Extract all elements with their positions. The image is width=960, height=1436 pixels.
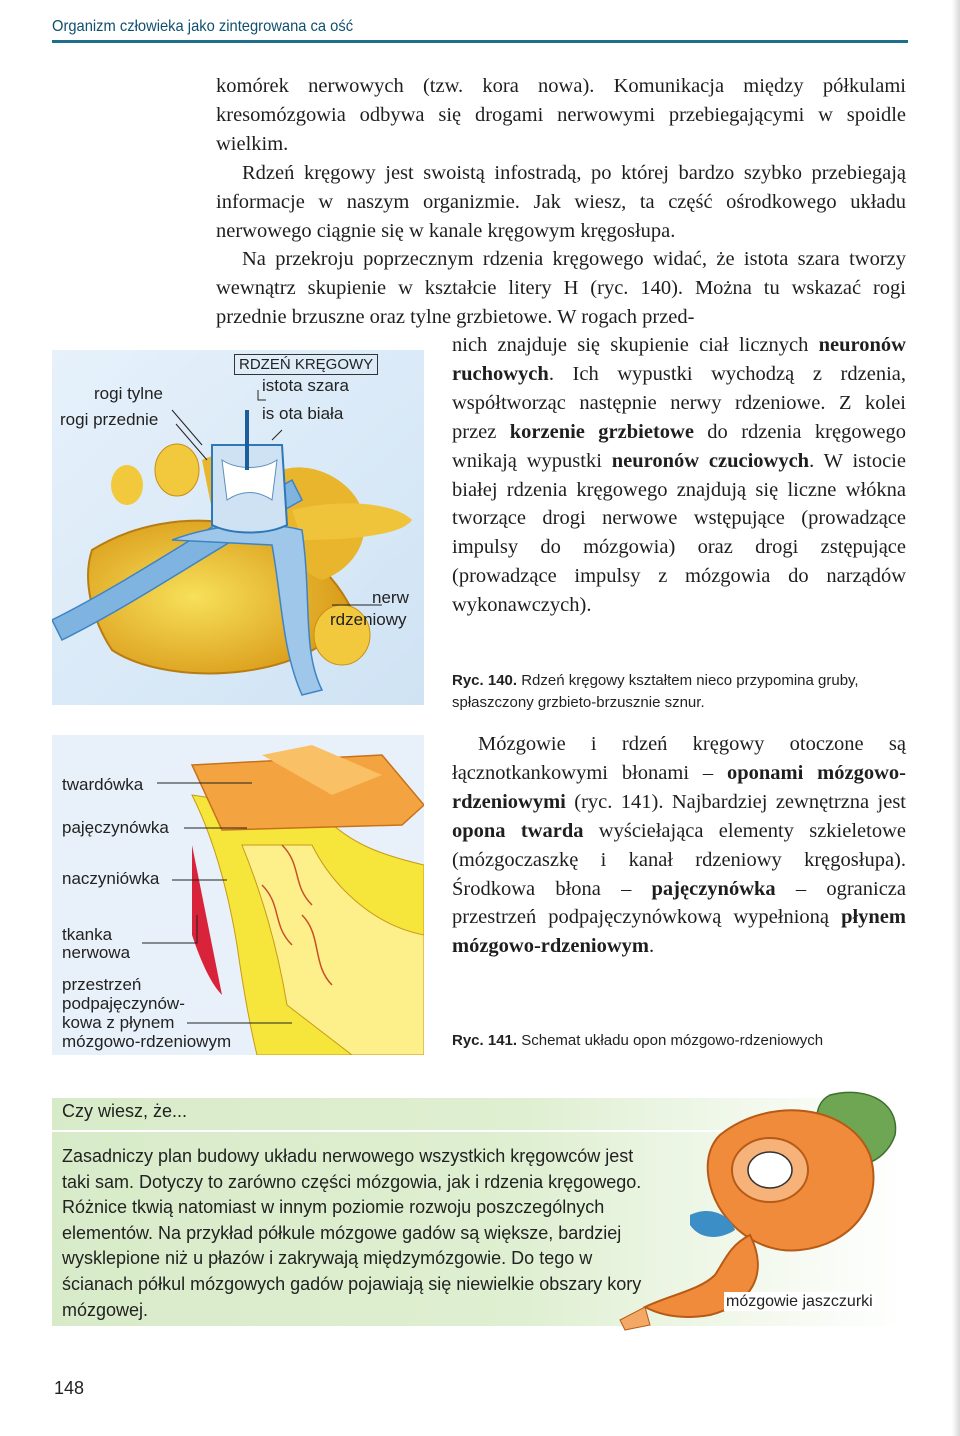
fig140-grey-matter-label: istota szara [262,376,349,395]
page-number: 148 [54,1378,85,1398]
fig140-caption: Ryc. 140. Rdzeń kręgowy kształtem nieco przypomina gruby, spłaszczony grzbieto-brzusznie sznur. [452,672,859,711]
fig141-dura-label: twardówka [62,775,144,794]
header-rule [52,40,908,43]
term-dura-mater: opona twarda [452,819,584,842]
term-sensory-neurons: neuronów czuciowych [611,449,810,472]
paragraph-1: komórek nerwowych (tzw. kora nowa). Komunikacja między półkulami kresomózgowia odbywa się drogami nerwowymi przebiegającymi w spoidle wielkim. [216,75,906,155]
lizard-brain-label: mózgowie jaszczurki [726,1293,873,1310]
term-arachnoid: pajęczynówka [651,877,776,900]
fig140-title-label: RDZEŃ KRĘGOWY [234,354,378,375]
paragraph-2: Rdzeń kręgowy jest swoistą infostradą, po której bardzo szybko przebiegają informacje w naszym organizmie. Jak wiesz, ta część ośrodkowego układu nerwowego ciągnie się w kanale kręgowym kręgosłupa. [216,161,906,242]
fig140-posterior-horns-label: rogi tylne [94,384,163,403]
fig140-anterior-horns-label: rogi przednie [60,410,159,429]
fig141-tissue-label-2: nerwowa [62,943,131,962]
fig140-nerve-label-1: nerw [372,588,409,607]
fig141-space-label-4: mózgowo-rdzeniowym [62,1032,232,1051]
paragraph-5: Mózgowie i rdzeń kręgowy otoczone są łącznotkankowymi błonami – oponami mózgowo-rdzeniowymi (ryc. 141). Najbardziej zewnętrzna jest opona twarda wyściełająca elementy szkieletowe (mózgoczaszkę i kanał rdzeniowy kręgosłupa). Środkowa błona – pajęczynówka – ogranicza przestrzeń podpajęczynówkową wypełnioną płynem mózgowo-rdzeniowym. [452,733,906,958]
fig141-space-label-3: kowa z płynem [62,1013,175,1032]
fig141-space-label-1: przestrzeń [62,975,142,994]
fig141-space-label-2: podpajęczynów- [62,994,185,1013]
did-you-know-title: Czy wiesz, że... [62,1101,188,1121]
term-csf: płynem mózgowo-rdzeniowym [452,906,906,958]
page-edge-shadow [952,0,960,1436]
running-header: Organizm człowieka jako zintegrowana ca ość [52,18,354,35]
spinal-cord-illustration [52,350,432,705]
main-text-top [216,72,906,332]
fig141-pia-label: naczyniówka [62,869,160,888]
fig141-arachnoid-label: pajęczynówka [62,818,169,837]
paragraph-4: nich znajduje się skupienie ciał licznych neuronów ruchowych. Ich wypustki wychodzą z rdzenia, współtworząc następnie nerwy rdzeniowe. Z kolei przez korzenie grzbietowe do rdzenia kręgowego wnikają wypustki neuronów czuciowych. W istocie białej rdzenia kręgowego znajdują się liczne włókna tworzące drogi nerwowe wstępujące (prowadzące impulsy do mózgowia) oraz drogi zstępujące (prowadzące impulsy z mózgowia do narządów wykonawczych). [452,334,906,617]
paragraph-3: Na przekroju poprzecznym rdzenia kręgowego widać, że istota szara tworzy wewnątrz skupienie w kształcie litery H (ryc. 140). Można tu wskazać rogi przednie brzuszne oraz tylne grzbietowe. W rogach przed- [216,248,906,329]
term-meninges: oponami mózgowo-rdzeniowymi [452,761,906,813]
fig140-nerve-label-2: rdzeniowy [330,610,407,629]
did-you-know-text: Zasadniczy plan budowy układu nerwowego wszystkich kręgowców jest taki sam. Dotyczy to zarówno części mózgowia, jak i rdzenia kręgowego. Różnice tkwią natomiast w innym poziomie rozwoju poszczególnych elementów. Na przykład półkule mózgowe gadów są większe, bardziej wysklepione niż u płazów i zakrywają międzymózgowie. Do tego w ścianach półkul mózgowych gadów pojawiają się niewielkie obszary kory mózgowej. [62,1146,642,1320]
fig140-white-matter-label: is ota biała [262,404,344,423]
fig141-tissue-label-1: tkanka [62,925,113,944]
fig141-caption: Ryc. 141. Schemat układu opon mózgowo-rdzeniowych [452,1032,824,1049]
term-dorsal-roots: korzenie grzbietowe [509,420,694,443]
term-motor-neurons: neuronów ruchowych [452,334,906,385]
